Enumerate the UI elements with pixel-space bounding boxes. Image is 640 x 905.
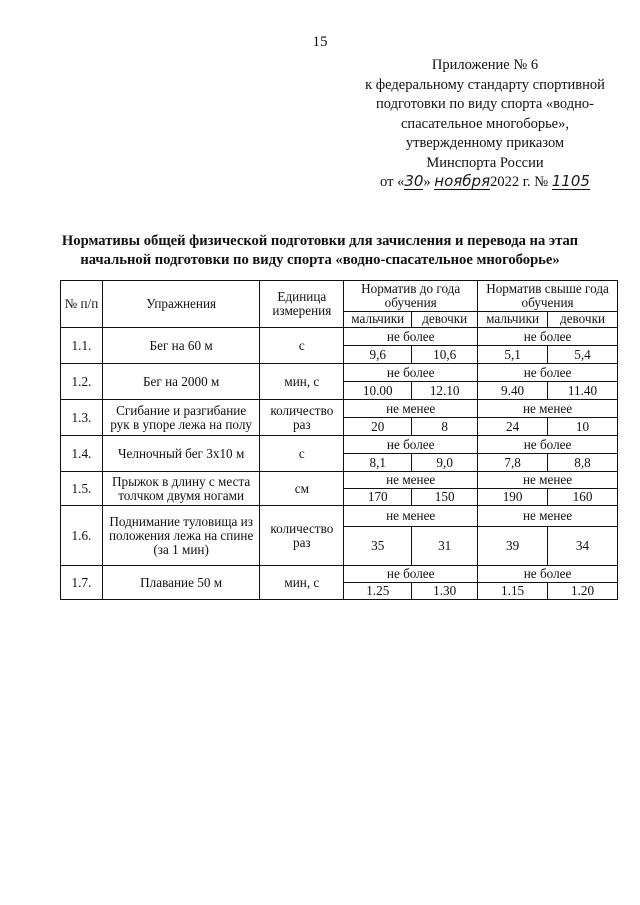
boys-after-first-year: 5,1: [478, 346, 548, 364]
condition-first-year: не менее: [344, 400, 478, 418]
handwritten-order-number: 1105: [551, 172, 590, 190]
table-row: [61, 364, 618, 382]
document-title: [20, 232, 620, 270]
handwritten-month: ноября: [434, 172, 491, 190]
condition-after-first-year: не менее: [478, 472, 618, 489]
boys-after-first-year: 24: [478, 418, 548, 436]
exercise-name: Бег на 2000 м: [102, 364, 259, 400]
boys-first-year: 8,1: [344, 454, 412, 472]
exercise-name: Бег на 60 м: [102, 328, 259, 364]
girls-after-first-year: 1.20: [548, 583, 618, 600]
boys-first-year: 170: [344, 489, 412, 506]
table-header-row: [61, 281, 618, 312]
girls-after-first-year: 8,8: [548, 454, 618, 472]
header-girls-2: девочки: [548, 311, 618, 327]
exercise-name: Челночный бег 3х10 м: [102, 436, 259, 472]
boys-after-first-year: 39: [478, 527, 548, 566]
header-num: № п/п: [61, 281, 103, 328]
girls-first-year: 12.10: [412, 382, 478, 400]
norms-table: [60, 280, 618, 600]
table-row: [61, 328, 618, 346]
condition-after-first-year: не менее: [478, 400, 618, 418]
table-row: [61, 436, 618, 454]
exercise-name: Прыжок в длину с места толчком двумя ногами: [102, 472, 259, 506]
table-row: [61, 400, 618, 418]
boys-after-first-year: 1.15: [478, 583, 548, 600]
condition-after-first-year: не более: [478, 566, 618, 583]
unit: см: [260, 472, 344, 506]
appendix-header: [340, 56, 630, 193]
header-exercise: Упражнения: [102, 281, 259, 328]
condition-after-first-year: не менее: [478, 506, 618, 527]
row-number: 1.2.: [61, 364, 103, 400]
table-row: [61, 506, 618, 527]
header-unit: Единица измерения: [260, 281, 344, 328]
date-year: 2022 г. №: [490, 174, 549, 190]
order-date-line: [340, 173, 630, 193]
title-line-2: начальной подготовки по виду спорта «водно-спасательное многоборье»: [80, 252, 560, 268]
girls-first-year: 1.30: [412, 583, 478, 600]
table-body: [61, 328, 618, 600]
condition-first-year: не более: [344, 436, 478, 454]
girls-after-first-year: 34: [548, 527, 618, 566]
boys-after-first-year: 7,8: [478, 454, 548, 472]
girls-after-first-year: 5,4: [548, 346, 618, 364]
condition-after-first-year: не более: [478, 328, 618, 346]
page-number: 15: [312, 34, 328, 50]
table-row: [61, 472, 618, 489]
row-number: 1.1.: [61, 328, 103, 364]
girls-first-year: 31: [412, 527, 478, 566]
date-mid: »: [423, 174, 431, 190]
table-row: [61, 566, 618, 583]
girls-first-year: 8: [412, 418, 478, 436]
girls-after-first-year: 11.40: [548, 382, 618, 400]
boys-first-year: 20: [344, 418, 412, 436]
row-number: 1.5.: [61, 472, 103, 506]
unit: мин, с: [260, 566, 344, 600]
girls-first-year: 10,6: [412, 346, 478, 364]
row-number: 1.6.: [61, 506, 103, 566]
title-line-1: Нормативы общей физической подготовки для зачисления и перевода на этап: [61, 233, 579, 249]
girls-after-first-year: 10: [548, 418, 618, 436]
girls-first-year: 9,0: [412, 454, 478, 472]
date-prefix: от «: [380, 174, 405, 190]
exercise-name: Поднимание туловища из положения лежа на спине (за 1 мин): [102, 506, 259, 566]
appendix-line-3: подготовки по виду спорта «водно-: [376, 96, 594, 112]
condition-first-year: не менее: [344, 506, 478, 527]
appendix-line-5: утвержденному приказом: [405, 135, 565, 151]
unit: мин, с: [260, 364, 344, 400]
handwritten-day: 30: [404, 172, 424, 190]
row-number: 1.4.: [61, 436, 103, 472]
boys-first-year: 35: [344, 527, 412, 566]
row-number: 1.7.: [61, 566, 103, 600]
unit: с: [260, 328, 344, 364]
condition-first-year: не более: [344, 364, 478, 382]
boys-first-year: 10.00: [344, 382, 412, 400]
girls-first-year: 150: [412, 489, 478, 506]
appendix-line-2: к федеральному стандарту спортивной: [365, 76, 605, 93]
header-girls-1: девочки: [412, 311, 478, 327]
appendix-line-4: спасательное многоборье»,: [401, 115, 569, 132]
header-norm-after-first-year: Норматив свыше года обучения: [478, 281, 618, 312]
condition-after-first-year: не более: [478, 364, 618, 382]
row-number: 1.3.: [61, 400, 103, 436]
header-boys-2: мальчики: [478, 311, 548, 327]
unit: с: [260, 436, 344, 472]
appendix-line-6: Минспорта России: [426, 154, 544, 171]
exercise-name: Сгибание и разгибание рук в упоре лежа на полу: [102, 400, 259, 436]
girls-after-first-year: 160: [548, 489, 618, 506]
unit: количество раз: [260, 400, 344, 436]
condition-first-year: не более: [344, 328, 478, 346]
unit: количество раз: [260, 506, 344, 566]
boys-first-year: 9,6: [344, 346, 412, 364]
condition-first-year: не менее: [344, 472, 478, 489]
header-norm-first-year: Норматив до года обучения: [344, 281, 478, 312]
exercise-name: Плавание 50 м: [102, 566, 259, 600]
boys-after-first-year: 9.40: [478, 382, 548, 400]
condition-first-year: не более: [344, 566, 478, 583]
appendix-line-1: Приложение № 6: [431, 57, 539, 73]
boys-after-first-year: 190: [478, 489, 548, 506]
boys-first-year: 1.25: [344, 583, 412, 600]
header-boys-1: мальчики: [344, 311, 412, 327]
condition-after-first-year: не более: [478, 436, 618, 454]
